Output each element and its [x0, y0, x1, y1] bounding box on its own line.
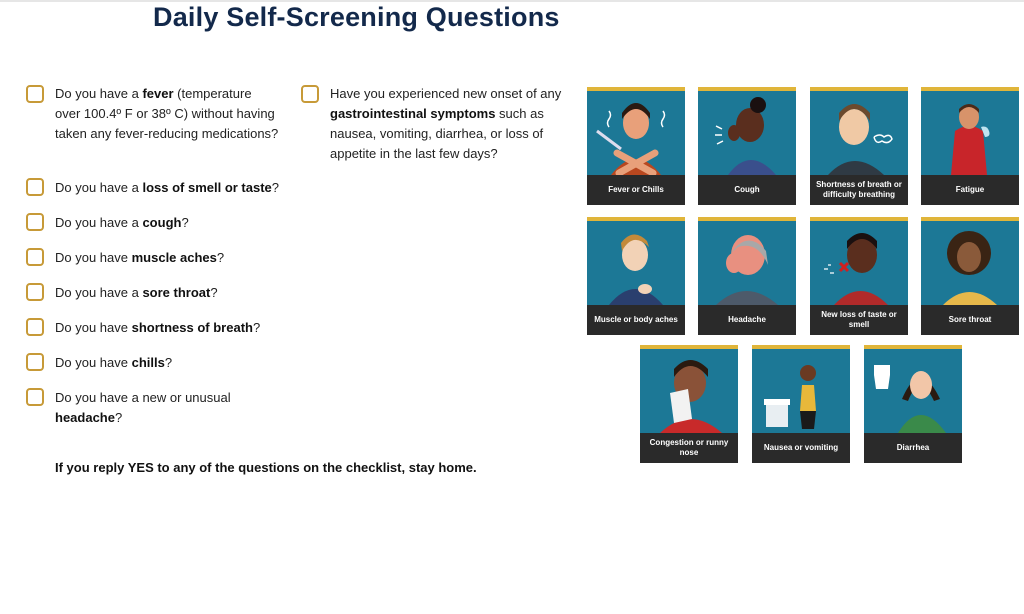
headache-illustration	[698, 221, 796, 305]
sore-throat-illustration	[921, 221, 1019, 305]
checkbox-fever[interactable]	[26, 85, 44, 103]
tile-congestion	[640, 345, 738, 463]
page-title: Daily Self-Screening Questions	[153, 2, 560, 32]
fever-chills-illustration	[587, 91, 685, 175]
diarrhea-illustration	[864, 349, 962, 433]
question-chills	[26, 353, 286, 373]
checkbox-smell-taste[interactable]	[26, 178, 44, 196]
tile-loss-of-taste-smell	[810, 217, 908, 335]
checkbox-chills[interactable]	[26, 353, 44, 371]
tile-caption: Congestion or runny nose	[640, 433, 738, 463]
tile-sore-throat	[921, 217, 1019, 335]
cough-illustration	[698, 91, 796, 175]
checkbox-headache[interactable]	[26, 388, 44, 406]
question-gastrointestinal	[301, 84, 566, 164]
tile-caption: Cough	[698, 175, 796, 205]
fatigue-illustration	[921, 91, 1019, 175]
question-fever	[26, 84, 286, 164]
question-text: Do you have a new or unusual headache?	[55, 390, 231, 425]
question-muscle-aches	[26, 248, 286, 268]
question-text: Do you have muscle aches?	[55, 250, 225, 265]
question-headache	[26, 388, 286, 428]
tile-shortness-of-breath	[810, 87, 908, 205]
question-text: Do you have a sore throat?	[55, 285, 218, 300]
question-smell-taste	[26, 178, 316, 198]
checkbox-sore-throat[interactable]	[26, 283, 44, 301]
question-text: Have you experienced new onset of any gastrointestinal symptoms such as nausea, vomiting, diarrhea, or loss of appetite in the last few days?	[330, 86, 562, 161]
muscle-aches-illustration	[587, 221, 685, 305]
tile-cough	[698, 87, 796, 205]
tile-fever-or-chills	[587, 87, 685, 205]
tile-caption: New loss of taste or smell	[810, 305, 908, 335]
question-text: Do you have a fever (temperature over 100.4º F or 38º C) without having taken any fever-reducing medications?	[55, 86, 279, 141]
tile-headache	[698, 217, 796, 335]
question-text: Do you have a cough?	[55, 215, 189, 230]
checkbox-cough[interactable]	[26, 213, 44, 231]
tile-caption: Diarrhea	[864, 433, 962, 463]
tile-fatigue	[921, 87, 1019, 205]
checkbox-shortness-of-breath[interactable]	[26, 318, 44, 336]
tile-nausea-vomiting	[752, 345, 850, 463]
loss-of-taste-smell-illustration	[810, 221, 908, 305]
shortness-of-breath-illustration	[810, 91, 908, 175]
question-shortness-of-breath	[26, 318, 316, 338]
question-text: Do you have chills?	[55, 355, 173, 370]
checkbox-muscle-aches[interactable]	[26, 248, 44, 266]
stay-home-notice: If you reply YES to any of the questions on the checklist, stay home.	[55, 460, 477, 475]
tile-caption: Headache	[698, 305, 796, 335]
question-cough	[26, 213, 286, 233]
tile-caption: Sore throat	[921, 305, 1019, 335]
tile-caption: Fatigue	[921, 175, 1019, 205]
tile-caption: Nausea or vomiting	[752, 433, 850, 463]
question-text: Do you have a loss of smell or taste?	[55, 180, 280, 195]
tile-caption: Muscle or body aches	[587, 305, 685, 335]
question-sore-throat	[26, 283, 286, 303]
tile-caption: Shortness of breath or difficulty breathing	[810, 175, 908, 205]
question-text: Do you have shortness of breath?	[55, 320, 261, 335]
congestion-illustration	[640, 349, 738, 433]
tile-muscle-aches	[587, 217, 685, 335]
nausea-vomiting-illustration	[752, 349, 850, 433]
checkbox-gastrointestinal[interactable]	[301, 85, 319, 103]
tile-diarrhea	[864, 345, 962, 463]
tile-caption: Fever or Chills	[587, 175, 685, 205]
